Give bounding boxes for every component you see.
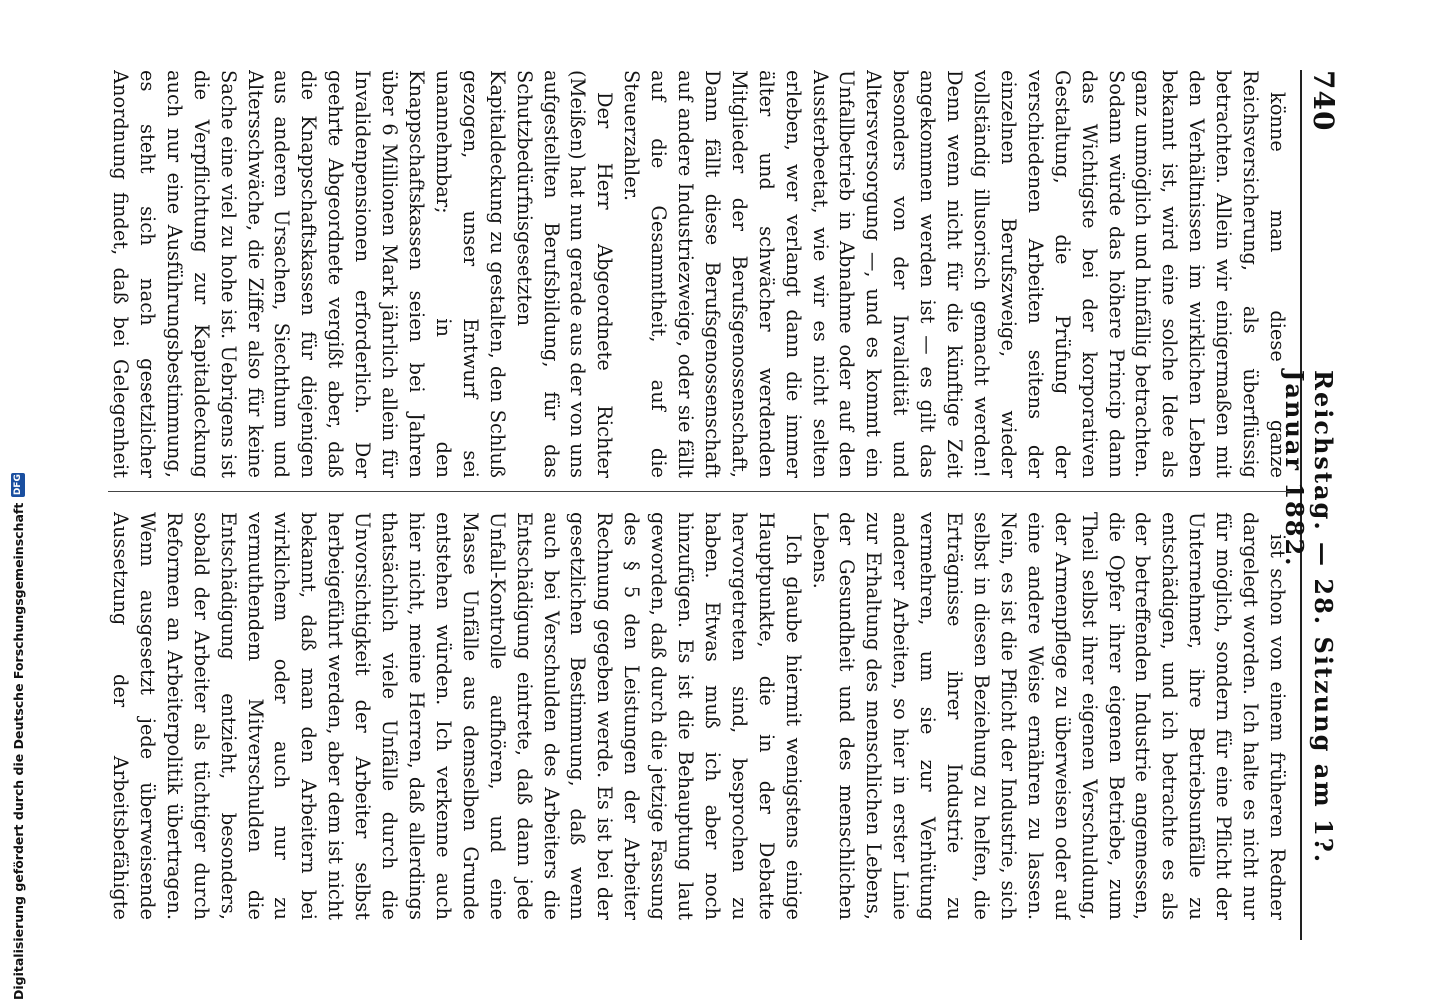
page-number: 740 <box>1307 70 1340 132</box>
paragraph: könne man diese ganze Reichsversicherung, als überflüssig betrachten. Allein wir einigermaßen mit den Verhältnissen im wirklichen Leben bekannt ist, wird eine solche Idee als ganz unmöglich und hinfällig betrachten. Sodann würde das höhere Princip dann das Wichtigste bei der korporativen Gestaltung, die Prüfung der verschiedenen Arbeiten seitens der einzelnen Berufszweige, wieder vollständig illusorisch gemacht werden! Denn wenn nicht für die künftige Zeit angekommen werden ist — es gilt das besonders von der Invalidität und Altersversorgung —, und es kommt ein Unfallbetrieb in Abnahme oder auf den Aussterbeetat, wie wir es nicht selten erleben, wer verlangt dann die immer älter und schwächer werdenden Mitglieder der Berufsgenossenschaft, Dann fällt diese Berufsgenossenschaft auf andere Industriezweige, oder sie fällt auf die Gesammtheit, auf die Steuerzahler. <box>620 70 1289 478</box>
paragraph: Ich glaube hiermit wenigstens einige Hauptpunkte, die in der Debatte hervorgetreten sind, besprochen zu haben. Etwas muß ich aber noch hinzufügen. Es ist die Behauptung laut geworden, daß durch die jetzige Fassung des § 5 den Leistungen der Arbeiter Rechnung gegeben werde. Es ist bei der gesetzlichen Bestimmung, daß wenn auch bei Verschulden des Arbeiters die Entschädigung eintrete, daß dann jede Unfall-Kontrolle aufhören, und eine Masse Unfälle aus demselben Grunde entstehen würden. Ich verkenne auch hier nicht, meine Herren, daß allerdings thatsächlich viele Unfälle durch die Unvorsichtigkeit der Arbeiter selbst herbeigeführt werden, aber dem ist nicht bekannt, daß man den Arbeitern bei wirklichem oder auch nur zu vermuthendem Mitverschulden die Entschädigung entzieht, besonders, sobald der Arbeiter als tüchtiger durch Reformen an Arbeiterpolitik übertragen. Wenn ausgesetzt jede überweisende Aussetzung der Arbeitsbefähigte <box>109 512 805 920</box>
digitization-credit <box>6 0 30 1000</box>
paragraph: ist schon von einem früheren Redner dargelegt worden. Ich halte es nicht nur für möglich, sondern für eine Pflicht der Unternehmer, ihre Betriebsunfälle zu entschädigen, und ich betrachte es als der betreffenden Industrie angemessen, die Opfer ihrer eigenen Betriebe, zum Theil selbst ihrer eigenen Verschuldung, der Armenpflege zu überweisen oder auf eine andere Weise ernähren zu lassen. Nein, es ist die Pflicht der Industrie, sich selbst in diesen Beziehung zu helfen, die Erträgnisse ihrer Industrie zu vermehren, um sie zur Verhütung anderer Arbeiten, so hier in erster Linie zur Erhaltung des menschlichen Lebens, der Gesundheit und des menschlichen Lebens. <box>808 512 1289 920</box>
page-title: Reichstag. — 28. Sitzung am 1?. Januar 1882. <box>1280 370 1338 865</box>
dfg-logo-icon <box>11 473 25 497</box>
right-column <box>108 512 1290 920</box>
credit-text: Digitalisierung gefördert durch die Deutsche Forschungsgemeinschaft <box>10 502 26 1000</box>
page-header <box>1280 70 1346 940</box>
left-column <box>108 70 1290 478</box>
column-divider <box>108 491 1290 492</box>
paragraph: Der Herr Abgeordnete Richter (Meißen) hat nun gerade aus der von uns aufgestellten Berufsbildung, für das Schutzbedürfnisgesetzten Kapitaldeckung zu gestalten, den Schluß gezogen, unser Entwurf sei unannehmbar; in den Knappschaftskassen seien bei Jahren über 6 Millionen Mark jährlich allein für Invalidenpensionen erforderlich. Der geehrte Abgeordnete vergißt aber, daß die Knappschaftskassen für diejenigen aus anderen Ursachen, Siechthum und Altersschwäche, die Ziffer also für keine Sache eine viel zu hohe ist. Uebrigens ist die Verpflichtung zur Kapitaldeckung auch nur eine Ausführungsbestimmung, es steht sich nach gesetzlicher Anordnung findet, daß bei Gelegenheit <box>109 70 617 478</box>
